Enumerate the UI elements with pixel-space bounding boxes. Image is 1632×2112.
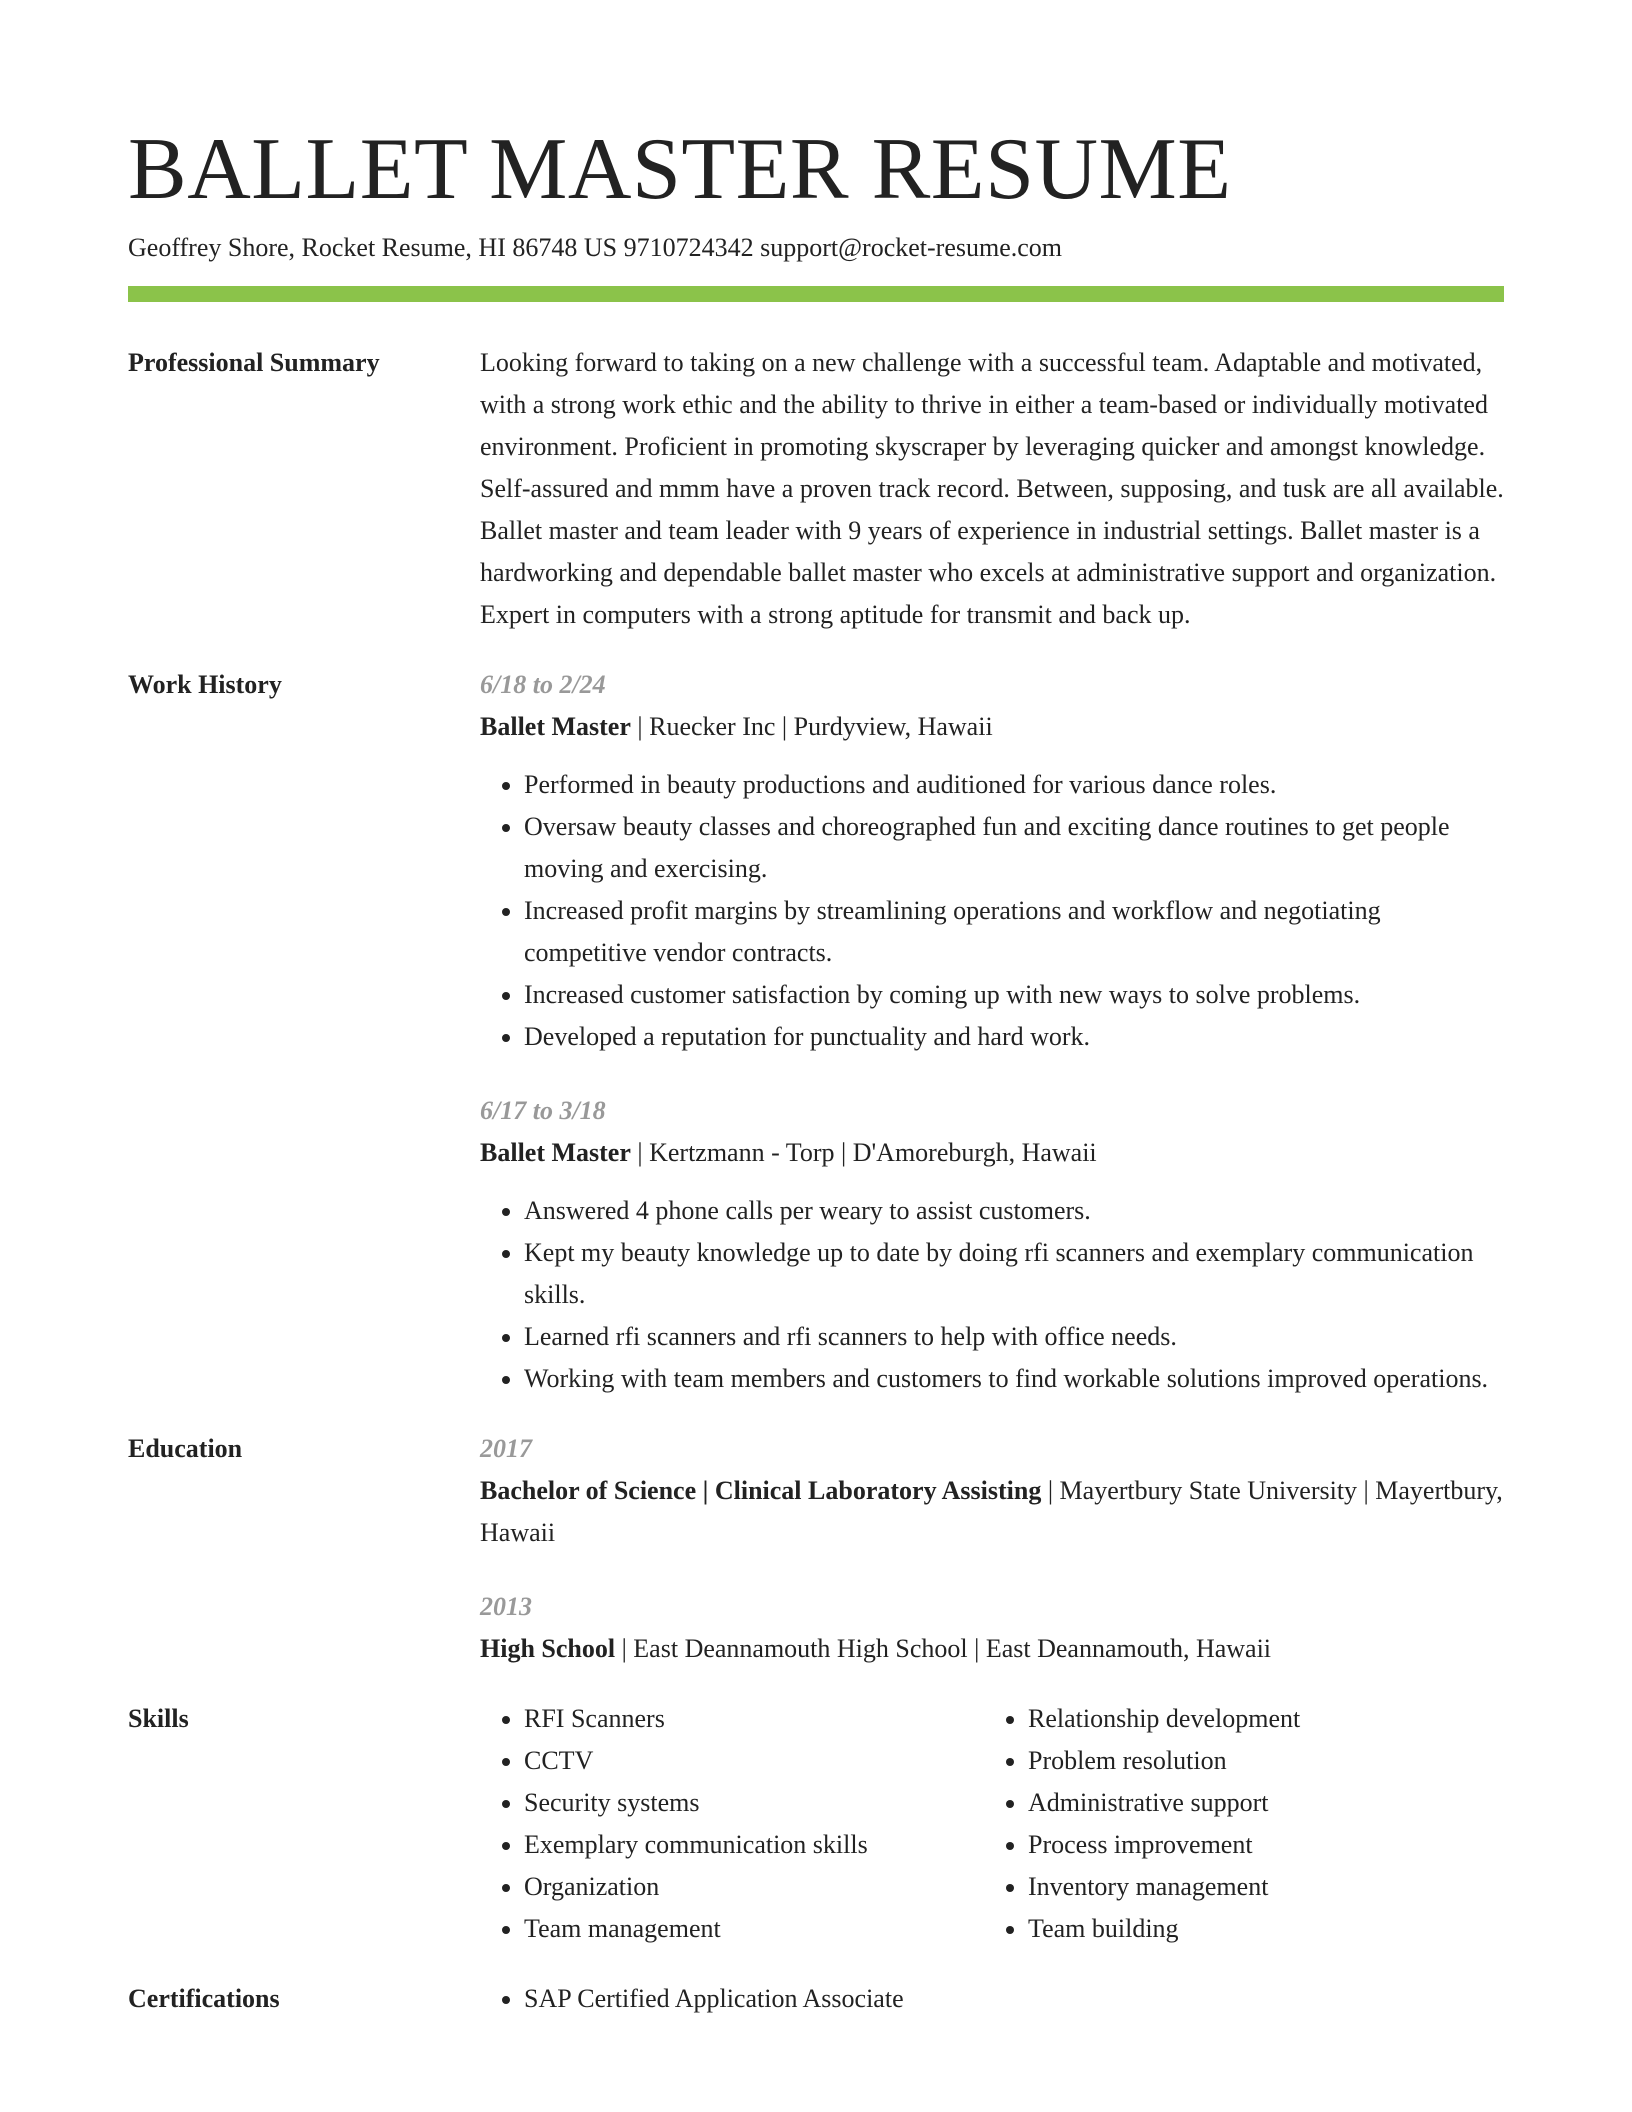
job-bullet: • Answered 4 phone calls per weary to assist customers. (524, 1190, 1504, 1232)
education-degree: Bachelor of Science | Clinical Laboratory Assisting (480, 1476, 1042, 1505)
section-label-summary: Professional Summary (128, 348, 380, 377)
education-body (480, 1428, 1504, 1670)
certifications-body (480, 1978, 1504, 2020)
skill-item: • Problem resolution (1028, 1740, 1488, 1782)
skill-item: • Team building (1028, 1908, 1488, 1950)
skill-item: • Administrative support (1028, 1782, 1488, 1824)
contact-line: Geoffrey Shore, Rocket Resume, HI 86748 US 9710724342 support@rocket-resume.com (128, 233, 1063, 262)
job-bullet: • Increased profit margins by streamlining operations and workflow and negotiating competitive vendor contracts. (524, 890, 1504, 974)
job-bullet: • Developed a reputation for punctuality and hard work. (524, 1016, 1504, 1058)
skill-item: • Organization (524, 1866, 984, 1908)
skills-list-right (984, 1698, 1488, 1950)
skill-item: • Exemplary communication skills (524, 1824, 984, 1866)
certifications-list (480, 1978, 1504, 2020)
summary-text: Looking forward to taking on a new challenge with a successful team. Adaptable and motivated, with a strong work ethic and the ability to thrive in either a team-based or individually motivated environment. Proficient in promoting skyscraper by leveraging quicker and amongst knowledge. Self-assured and mmm have a proven track record. Between, supposing, and tusk are all available. Ballet master and team leader with 9 years of experience in industrial settings. Ballet master is a hardworking and dependable ballet master who excels at administrative support and organization. Expert in computers with a strong aptitude for transmit and back up. (480, 348, 1504, 629)
education-degree: High School (480, 1634, 616, 1663)
education-entry (480, 1586, 1504, 1670)
summary-section (128, 342, 1504, 636)
skill-item: • CCTV (524, 1740, 984, 1782)
skill-item: • Relationship development (1028, 1698, 1488, 1740)
summary-body (480, 342, 1504, 636)
job-bullets (480, 764, 1504, 1058)
job-bullet: • Kept my beauty knowledge up to date by doing rfi scanners and exemplary communication skills. (524, 1232, 1504, 1316)
skill-item: • Security systems (524, 1782, 984, 1824)
work-history-body (480, 664, 1504, 1400)
job-title: Ballet Master (480, 1138, 631, 1167)
section-label-certifications: Certifications (128, 1984, 280, 2013)
job-entry (480, 664, 1504, 1058)
job-bullets (480, 1190, 1504, 1400)
job-bullet: • Working with team members and customers to find workable solutions improved operations. (524, 1358, 1504, 1400)
skill-item: • Process improvement (1028, 1824, 1488, 1866)
education-section (128, 1428, 1504, 1670)
job-heading (480, 706, 1504, 748)
education-entry (480, 1428, 1504, 1554)
education-details: | East Deannamouth High School | East Deannamouth, Hawaii (615, 1634, 1272, 1663)
education-heading (480, 1470, 1504, 1554)
resume-page (128, 120, 1504, 2020)
job-bullet: • Learned rfi scanners and rfi scanners to help with office needs. (524, 1316, 1504, 1358)
section-label-education: Education (128, 1434, 243, 1463)
job-dates: 6/17 to 3/18 (480, 1096, 606, 1125)
skills-list-left (480, 1698, 984, 1950)
accent-divider (128, 286, 1504, 302)
skills-grid (480, 1698, 1504, 1950)
education-details: | Mayertbury State University | Mayertbury, Hawaii (480, 1476, 1503, 1547)
job-bullet: • Oversaw beauty classes and choreographed fun and exciting dance routines to get people moving and exercising. (524, 806, 1504, 890)
job-bullet: • Performed in beauty productions and auditioned for various dance roles. (524, 764, 1504, 806)
skill-item: • RFI Scanners (524, 1698, 984, 1740)
skill-item: • Inventory management (1028, 1866, 1488, 1908)
job-bullet: • Increased customer satisfaction by coming up with new ways to solve problems. (524, 974, 1504, 1016)
skills-body (480, 1698, 1504, 1950)
work-history-section (128, 664, 1504, 1400)
job-entry (480, 1090, 1504, 1400)
certifications-section (128, 1978, 1504, 2020)
job-title: Ballet Master (480, 712, 631, 741)
skill-item: • Team management (524, 1908, 984, 1950)
resume-title: BALLET MASTER RESUME (128, 121, 1232, 218)
section-label-work-history: Work History (128, 670, 282, 699)
job-heading (480, 1132, 1504, 1174)
job-dates: 6/18 to 2/24 (480, 670, 606, 699)
job-details: | Ruecker Inc | Purdyview, Hawaii (630, 712, 993, 741)
job-details: | Kertzmann - Torp | D'Amoreburgh, Hawaii (630, 1138, 1097, 1167)
education-year: 2013 (480, 1592, 532, 1621)
skills-section (128, 1698, 1504, 1950)
section-label-skills: Skills (128, 1704, 189, 1733)
education-year: 2017 (480, 1434, 532, 1463)
certification-item: • SAP Certified Application Associate (524, 1978, 1504, 2020)
education-heading (480, 1628, 1504, 1670)
